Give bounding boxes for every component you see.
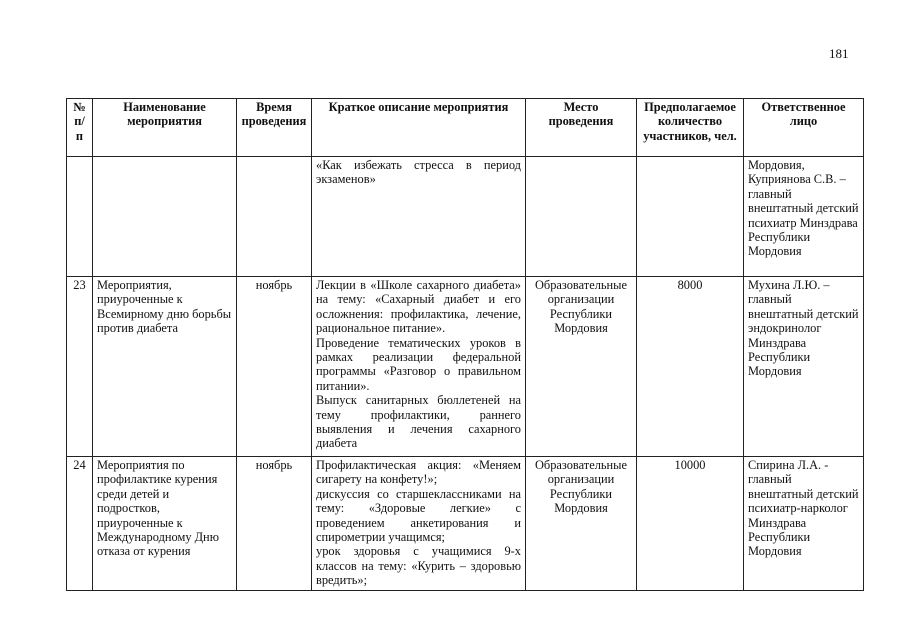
event-description bbox=[312, 457, 526, 591]
header-place: Место проведения bbox=[526, 99, 637, 157]
event-participants bbox=[637, 157, 744, 277]
header-participants: Предполагаемое количество участников, чел. bbox=[637, 99, 744, 157]
header-description: Краткое описание мероприятия bbox=[312, 99, 526, 157]
event-description bbox=[312, 157, 526, 277]
event-time bbox=[237, 157, 312, 277]
table-header-row bbox=[67, 99, 864, 157]
description-paragraph: Профилактическая акция: «Меняем сигарету на конфету!»; bbox=[316, 458, 521, 487]
description-paragraph: «Как избежать стресса в период экзаменов» bbox=[316, 158, 521, 187]
row-number: 24 bbox=[67, 457, 93, 591]
event-name bbox=[93, 157, 237, 277]
event-responsible: Мухина Л.Ю. – главный внештатный детский эндокринолог Минздрава Республики Мордовия bbox=[744, 277, 864, 457]
header-responsible: Ответственное лицо bbox=[744, 99, 864, 157]
event-time: ноябрь bbox=[237, 457, 312, 591]
event-time: ноябрь bbox=[237, 277, 312, 457]
header-event-name: Наименование мероприятия bbox=[93, 99, 237, 157]
table-row bbox=[67, 277, 864, 457]
event-participants: 8000 bbox=[637, 277, 744, 457]
event-responsible: Спирина Л.А. - главный внештатный детский психиатр-нарколог Минздрава Республики Мордовия bbox=[744, 457, 864, 591]
header-number: № п/п bbox=[67, 99, 93, 157]
event-responsible: Мордовия, Куприянова С.В. – главный внештатный детский психиатр Минздрава Республики Мордовия bbox=[744, 157, 864, 277]
row-number bbox=[67, 157, 93, 277]
description-paragraph: урок здоровья с учащимися 9-х классов на тему: «Курить – здоровью вредить»; bbox=[316, 544, 521, 588]
event-participants: 10000 bbox=[637, 457, 744, 591]
description-paragraph: дискуссия со старшеклассниками на тему: «Здоровые легкие» с проведением анкетирования и спирометрии учащимся; bbox=[316, 486, 521, 545]
event-name: Мероприятия по профилактике курения среди детей и подростков, приуроченные к Международному Дню отказа от курения bbox=[93, 457, 237, 591]
events-table bbox=[66, 98, 864, 591]
description-paragraph: Выпуск санитарных бюллетеней на тему профилактики, раннего выявления и лечения сахарного диабета bbox=[316, 393, 521, 451]
event-place: Образовательные организации Республики Мордовия bbox=[526, 457, 637, 591]
table-row bbox=[67, 457, 864, 591]
description-paragraph: Проведение тематических уроков в рамках реализации федеральной программы «Разговор о правильном питании». bbox=[316, 335, 521, 393]
description-paragraph: Лекции в «Школе сахарного диабета» на тему: «Сахарный диабет и его осложнения: профилактика, лечение, рациональное питание». bbox=[316, 278, 521, 336]
event-place bbox=[526, 157, 637, 277]
event-name: Мероприятия, приуроченные к Всемирному дню борьбы против диабета bbox=[93, 277, 237, 457]
header-time: Время проведения bbox=[237, 99, 312, 157]
event-place: Образовательные организации Республики Мордовия bbox=[526, 277, 637, 457]
row-number: 23 bbox=[67, 277, 93, 457]
page-number: 181 bbox=[829, 46, 849, 61]
table-row bbox=[67, 157, 864, 277]
event-description bbox=[312, 277, 526, 457]
